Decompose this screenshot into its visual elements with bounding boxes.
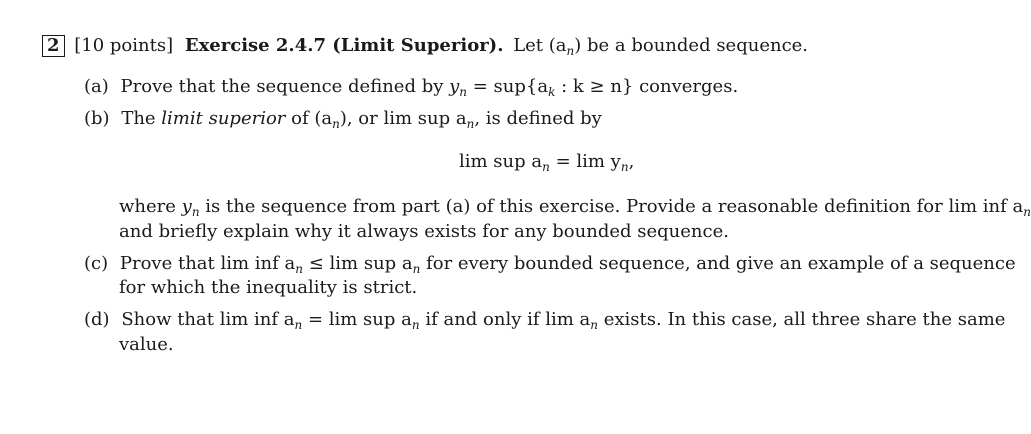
problem-intro: Let $(a_n)$ be a bounded sequence. bbox=[513, 35, 809, 58]
part-a-label: (a) bbox=[84, 76, 109, 97]
part-a bbox=[84, 76, 738, 103]
display-equation: lim sup $a_n = \lim y_n$, bbox=[459, 151, 635, 174]
part-d bbox=[84, 309, 1005, 336]
part-d-text: Show that lim inf $a_n = \lim$ sup $a_n$ if and only if $\lim a_n$ exists. In this case, all three share the same bbox=[121, 309, 1006, 332]
part-b-text: The limit superior of $(a_n)$, or lim sup $a_n$, is defined by bbox=[121, 108, 602, 131]
part-d-cont: value. bbox=[119, 334, 174, 355]
term-limit-superior: limit superior bbox=[161, 108, 286, 129]
problem-title: Exercise 2.4.7 (Limit Superior). bbox=[184, 35, 504, 56]
part-a-text: Prove that the sequence defined by $y_n = sup\{a_k$ : k ≥ n} converges. bbox=[120, 76, 739, 99]
part-d-label: (d) bbox=[84, 309, 110, 330]
problem-number: 2 bbox=[42, 35, 65, 57]
problem-header bbox=[42, 35, 808, 62]
problem-points: [10 points] bbox=[74, 35, 174, 56]
part-c-cont: for which the inequality is strict. bbox=[119, 277, 418, 298]
part-c bbox=[84, 253, 1016, 280]
part-b-cont-1: where $y_n$ is the sequence from part (a) of this exercise. Provide a reasonable definition for lim inf $a_n$ bbox=[119, 196, 1031, 219]
part-b bbox=[84, 108, 602, 135]
part-b-cont-2: and briefly explain why it always exists for any bounded sequence. bbox=[119, 221, 729, 242]
part-c-text: Prove that lim inf $a_n \le \lim$ sup $a_n$ for every bounded sequence, and give an example of a sequence bbox=[119, 253, 1016, 276]
part-c-label: (c) bbox=[84, 253, 109, 274]
part-b-label: (b) bbox=[84, 108, 110, 129]
